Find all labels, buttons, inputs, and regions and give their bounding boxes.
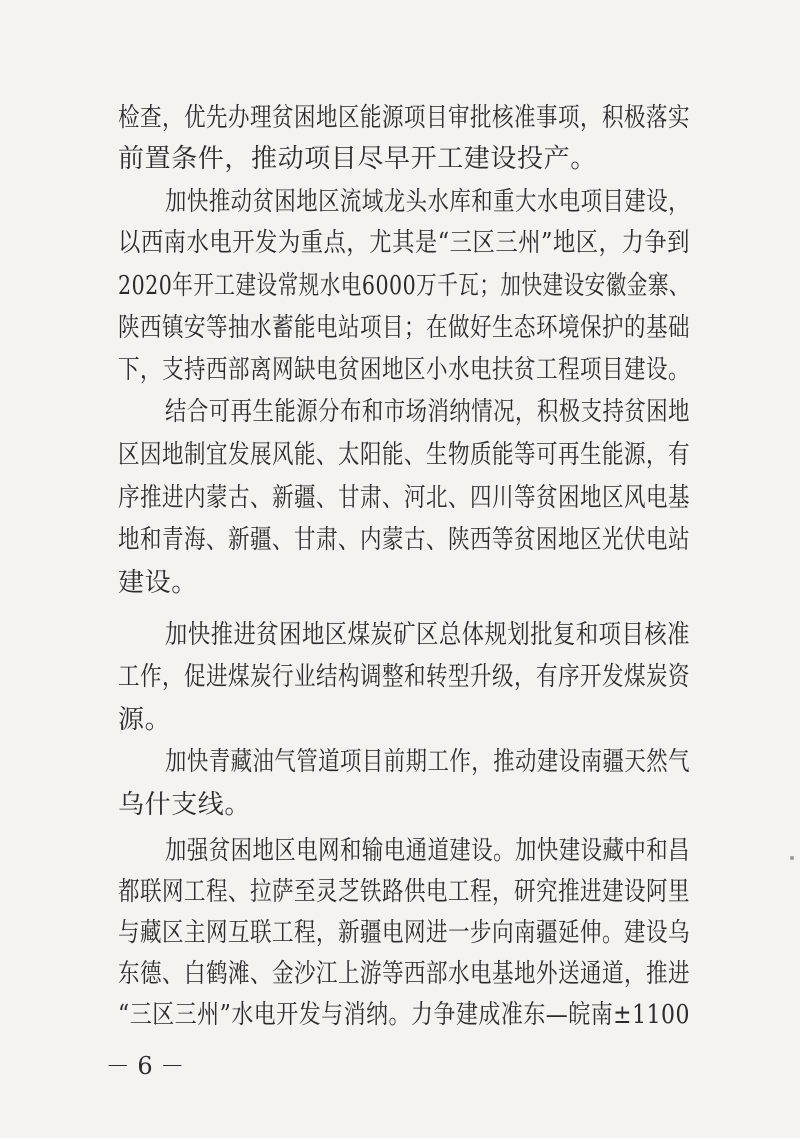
scan-speck bbox=[790, 856, 794, 860]
text-line-2: 前置条件，推动项目尽早开工建设投产。 bbox=[118, 144, 597, 174]
page-number: － 6 － bbox=[105, 1052, 185, 1080]
text-line-18: 加强贫困地区电网和输电通道建设。加快建设藏中和昌 bbox=[165, 836, 690, 866]
text-line-14: 工作，促进煤炭行业结构调整和转型升级，有序开发煤炭资 bbox=[118, 662, 690, 692]
text-line-4: 以西南水电开发为重点，尤其是“三区三州”地区，力争到 bbox=[118, 228, 690, 258]
text-line-1: 检查，优先办理贫困地区能源项目审批核准事项，积极落实 bbox=[118, 103, 690, 133]
text-line-15: 源。 bbox=[118, 705, 172, 735]
text-line-20: 与藏区主网互联工程，新疆电网进一步向南疆延伸。建设乌 bbox=[118, 918, 690, 948]
text-line-3: 加快推动贫困地区流域龙头水库和重大水电项目建设， bbox=[165, 187, 690, 217]
text-line-6: 陕西镇安等抽水蓄能电站项目；在做好生态环境保护的基础 bbox=[118, 313, 690, 343]
text-line-7: 下，支持西部离网缺电贫困地区小水电扶贫工程项目建设。 bbox=[118, 355, 690, 385]
text-line-21: 东德、白鹤滩、金沙江上游等西部水电基地外送通道，推进 bbox=[118, 959, 690, 989]
text-line-11: 地和青海、新疆、甘肃、内蒙古、陕西等贫困地区光伏电站 bbox=[118, 525, 690, 555]
text-line-13: 加快推进贫困地区煤炭矿区总体规划批复和项目核准 bbox=[165, 620, 690, 650]
text-line-22: “三区三州”水电开发与消纳。力争建成准东—皖南±1100 bbox=[118, 1000, 690, 1030]
text-line-12: 建设。 bbox=[118, 568, 198, 598]
text-line-10: 序推进内蒙古、新疆、甘肃、河北、四川等贫困地区风电基 bbox=[118, 483, 690, 513]
text-line-9: 区因地制宜发展风能、太阳能、生物质能等可再生能源，有 bbox=[118, 440, 690, 470]
text-line-16: 加快青藏油气管道项目前期工作，推动建设南疆天然气 bbox=[165, 747, 690, 777]
text-line-8: 结合可再生能源分布和市场消纳情况，积极支持贫困地 bbox=[165, 397, 690, 427]
text-line-5: 2020年开工建设常规水电6000万千瓦；加快建设安徽金寨、 bbox=[118, 271, 690, 301]
text-line-19: 都联网工程、拉萨至灵芝铁路供电工程，研究推进建设阿里 bbox=[118, 877, 690, 907]
text-line-17: 乌什支线。 bbox=[118, 790, 252, 820]
